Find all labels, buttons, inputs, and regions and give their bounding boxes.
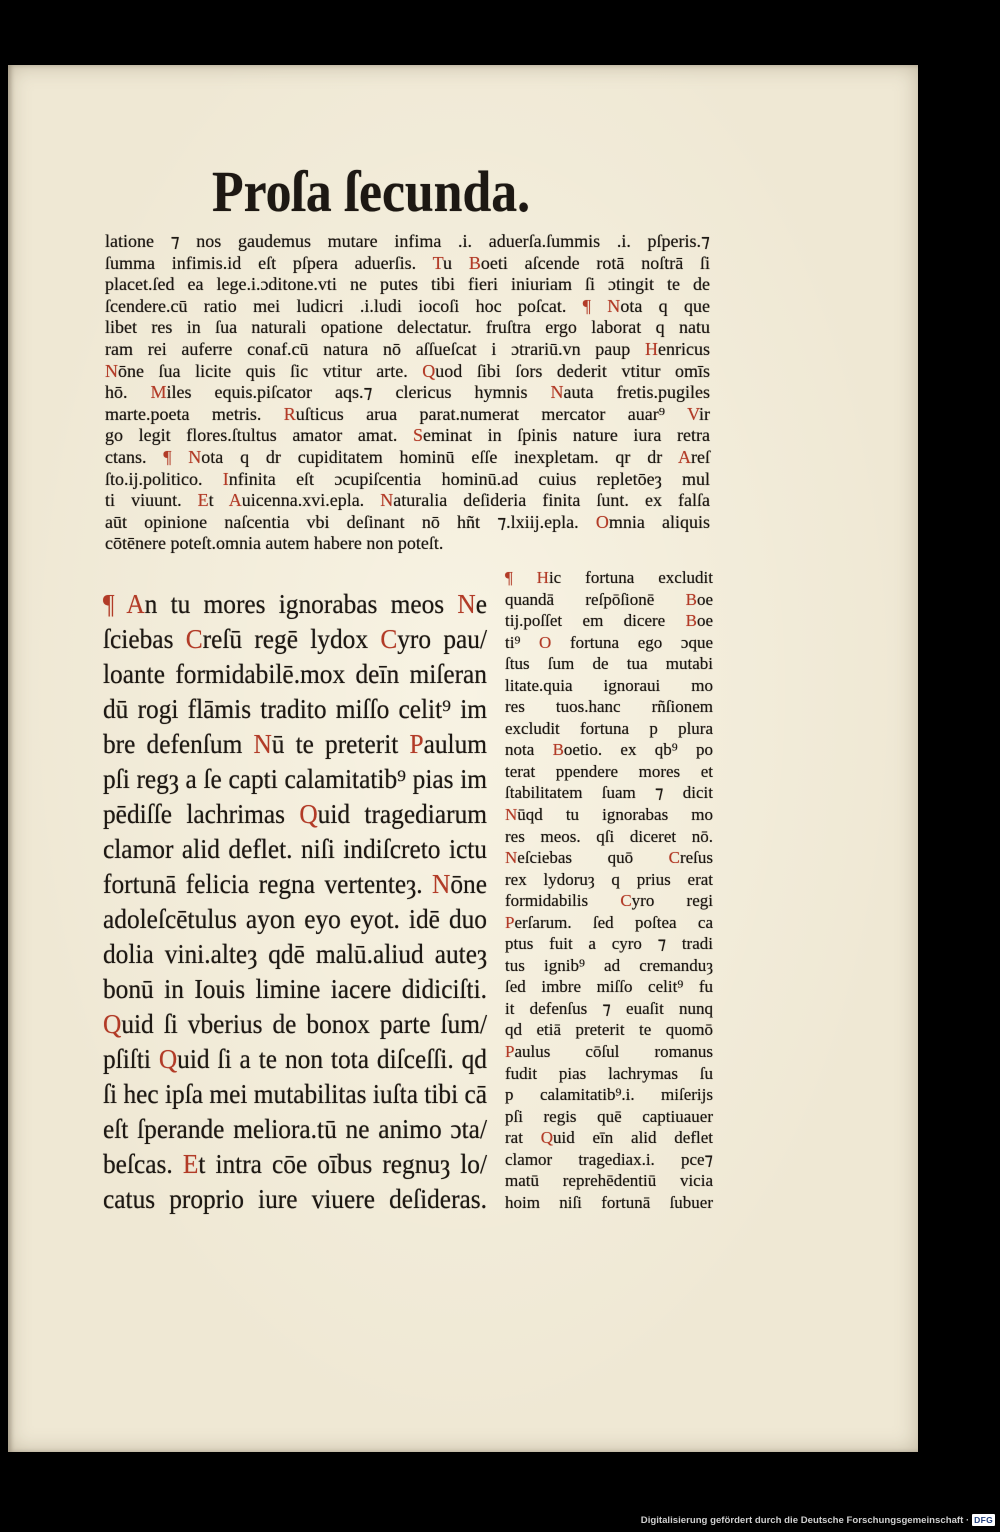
line-text [505,1150,713,1169]
line-text [105,317,710,337]
text-run: e [475,589,487,619]
side-commentary-line [505,826,713,848]
line-text [505,697,713,716]
line-text [103,729,487,759]
text-run: t intra cōe oībus regnuȝ lo/ [198,1149,487,1179]
main-text-line [103,832,487,867]
main-text-line [103,1007,487,1042]
rubricated-initial: Q [103,1009,122,1039]
line-text [105,425,710,445]
line-text [505,590,713,609]
text-run: oeti aſcende rotā noſtrā ſi [480,252,711,273]
text-run: placet.ſed ea lege.i.ɔditone.vti ne putes tibi fieri iniuriam ſi ɔtingit te de [105,274,710,295]
text-run: fortuna ego ɔque [551,632,713,652]
line-text [505,1171,713,1190]
text-run: litate.quia ignoraui mo [505,675,713,695]
side-commentary-line [505,869,713,891]
text-run: uid tragediarum [317,799,487,829]
text-run: pſi regis quē captiuauer [505,1106,713,1126]
rubricated-initial: C [185,624,203,654]
rubricated-initial: N [253,729,272,759]
line-text [105,382,710,402]
text-run: uid ſi vberius de bonox parte ſum/ [121,1009,488,1039]
text-run: ſciebas [103,624,186,654]
text-run: u [443,252,469,273]
line-text [105,404,710,424]
rubricated-initial: E [182,1149,199,1179]
commentary-line [105,425,710,447]
line-text [505,568,713,587]
rubricated-initial: P [505,912,515,932]
text-run: adoleſcētulus ayon eyo eyot. idē duo [103,904,487,934]
rubricated-initial: R [283,403,296,424]
line-text [103,974,487,1004]
text-run: clamor alid deflet. niſi indiſcreto ictu [103,834,487,864]
line-text [505,762,713,781]
side-commentary-line [505,1106,713,1128]
text-run: formidabilis [505,891,621,911]
text-run: terat ppendere mores et [505,761,713,781]
text-run: libet res in ſua naturali opatione delectatur. fruſtra ergo laborat q natu [105,317,710,338]
rubricated-initial: M [150,382,167,403]
line-text [505,913,713,932]
line-text [505,740,713,759]
rubricated-initial: Q [299,799,318,829]
commentary-line [105,382,710,404]
line-text [105,447,710,467]
line-text [505,633,713,652]
rubricated-initial: N [457,589,476,619]
text-run: ir [698,403,710,424]
text-run: n tu mores ignorabas meos [144,589,458,619]
text-run: pſi regȝ a ſe capti calamitatib⁹ pias im [103,764,487,794]
text-run: yro regi [631,891,713,911]
section-heading [212,160,530,224]
commentary-line [105,361,710,383]
line-text [505,999,713,1018]
text-run: uid eīn alid deflet [552,1128,713,1148]
text-run: rat [505,1128,541,1148]
main-text-line [103,762,487,797]
text-run: pſiſti [103,1044,159,1074]
rubricated-initial: S [413,425,424,446]
commentary-block [105,231,710,555]
side-commentary-line [505,1192,713,1214]
side-commentary-line [505,675,713,697]
line-text [105,533,443,553]
rubricated-initial: A [228,490,242,511]
line-text [505,870,713,889]
side-commentary-line [505,890,713,912]
main-text-line [103,1182,487,1217]
text-run: ōne ſua licite quis ſic vtitur arte. [118,360,423,381]
side-commentary-line [505,1041,713,1063]
text-run: catus proprio iure viuere deſideras. [103,1184,487,1214]
rubricated-initial: B [685,611,697,631]
text-run: ūqd tu ignorabas mo [517,805,713,825]
commentary-line [105,274,710,296]
text-run: it defenſus ⁊ euaſit nunq [505,998,713,1018]
text-run: erſarum. ſed poſtea ca [514,912,713,932]
text-run: eminat in ſpinis nature iura retra [423,425,710,446]
text-run: reſ [691,446,711,467]
line-text [505,848,713,867]
line-text [505,676,713,695]
text-run: excludit fortuna p plura [505,718,713,738]
main-text-line [103,867,487,902]
line-text [105,296,710,316]
rubricated-initial: B [552,740,564,760]
commentary-line [105,296,710,318]
side-commentary-line [505,847,713,869]
line-text [505,827,713,846]
text-run: uſticus arua parat.numerat mercator auar⁹ [295,403,688,424]
main-text-line [103,937,487,972]
line-text [105,512,710,532]
line-text [505,1064,713,1083]
rubricated-initial: N [432,869,451,899]
main-text-line [103,972,487,1007]
line-text [505,934,713,953]
text-run: aulus cōſul romanus [514,1042,713,1062]
side-commentary-line [505,610,713,632]
text-run: mnia aliquis [608,511,710,532]
dfg-logo: DFG [974,1515,993,1525]
line-text [505,1128,713,1147]
text-run: ſcendere.cū ratio mei ludicri .i.ludi iocoſi hoc poſcat. [105,295,583,316]
line-text [103,659,487,689]
rubricated-initial: N [105,360,118,381]
text-run: ū te preterit [271,729,410,759]
commentary-line [105,253,710,275]
line-text [105,490,710,510]
main-text-line [103,1077,487,1112]
commentary-line [105,339,710,361]
text-run: latione ⁊ nos gaudemus mutare infima .i. aduerſa.ſummis .i. pſperis.⁊ [105,231,710,251]
rubricated-initial: C [668,848,680,868]
rubricated-initial: N [380,490,394,511]
text-run: eſt ſperande meliora.tū ne animo ɔta/ [103,1114,487,1144]
credit-text: Digitalisierung gefördert durch die Deutsche Forschungsgemeinschaft · [640,1514,970,1526]
rubricated-initial: H [645,338,659,359]
side-commentary-line [505,696,713,718]
side-commentary-line [505,1170,713,1192]
text-run: t [208,490,229,511]
rubricated-initial: A [678,446,692,467]
rubricated-initial: B [685,589,697,609]
line-text [105,361,710,381]
main-text-line [103,797,487,832]
text-run: marte.poeta metris. [105,403,284,424]
text-run: p calamitatib⁹.i. miſerijs [505,1085,713,1105]
main-text-line [103,1042,487,1077]
text-run: yro pau/ [397,624,488,654]
text-run: matū reprehēdentiū vicia [505,1171,713,1191]
line-text [103,1009,487,1039]
rubricated-initial: C [620,891,632,911]
commentary-line [105,490,710,512]
commentary-line [105,404,710,426]
main-text-line [103,692,487,727]
line-text [103,694,487,724]
side-commentary-line [505,1063,713,1085]
text-run: ſed imbre miſſo celit⁹ fu [505,977,713,997]
text-run: cōtēnere poteſt.omnia autem habere non poteſt. [105,533,444,554]
text-run: reſū regē lydox [202,624,381,654]
side-commentary-line [505,1019,713,1041]
line-text [105,253,710,273]
rubricated-initial: ¶ A [103,589,145,619]
text-run: enricus [658,338,710,359]
text-run: ic fortuna excludit [548,568,713,587]
line-text [103,1149,487,1179]
text-run: dolia vini.alteȝ qdē malū.aliud auteȝ [103,939,487,969]
text-run: fudit pias lachrymas ſu [505,1063,713,1083]
side-commentary-line [505,782,713,804]
text-run: ptus fuit a cyro ⁊ tradi [505,934,713,954]
line-text [103,799,487,829]
line-text [103,1184,487,1214]
side-commentary-line [505,632,713,654]
text-run: loante formidabilē.mox deīn miſeran [103,659,487,689]
line-text [505,956,713,975]
main-text-line [103,622,487,657]
rubricated-initial: N [505,805,518,825]
text-run: go legit flores.ſtultus amator amat. [105,425,413,446]
line-text [103,764,487,794]
main-text-line [103,902,487,937]
text-run: eſciebas quō [517,848,669,868]
line-text [505,805,713,824]
line-text [505,719,713,738]
text-run: ota q que [620,295,711,316]
main-text-line [103,1147,487,1182]
rubricated-initial: Q [158,1044,178,1074]
text-run: uod ſibi ſors dederit vtitur omīs [435,360,711,381]
side-commentary-line [505,589,713,611]
main-text-line [103,657,487,692]
text-run: beſcas. [103,1149,183,1179]
rubricated-initial: P [409,729,424,759]
side-commentary-line [505,567,713,589]
side-commentary-line [505,998,713,1020]
text-run: bre defenſum [103,729,254,759]
rubricated-initial: C [380,624,398,654]
line-text [505,977,713,996]
text-run: aulum [423,729,487,759]
commentary-line [105,231,710,253]
text-run: ti viuunt. [105,490,198,511]
rubricated-initial: Q [422,360,436,381]
side-commentary-column [505,567,713,1213]
text-run: oe [696,611,713,631]
side-commentary-line [505,912,713,934]
rubricated-initial: E [197,490,209,511]
line-text [103,624,487,654]
text-run: ōne [450,869,487,899]
text-run: tij.poſſet em dicere [505,611,686,631]
text-run: res meos. qſi diceret nō. [505,826,713,846]
rubricated-initial: N [550,382,564,403]
text-run: ti⁹ [505,632,540,652]
line-text [103,904,487,934]
text-run: pēdiſſe lachrimas [103,799,300,829]
heading-text: Proſa ſecunda. [212,159,530,224]
line-text [505,1085,713,1104]
text-run: ſumma infimis.id eſt pſpera aduerſis. [105,252,433,273]
side-commentary-line [505,804,713,826]
rubricated-initial: B [468,252,481,273]
text-run: uid ſi a te non tota diſceſſi. qd [177,1044,487,1074]
side-commentary-line [505,933,713,955]
rubricated-initial: ¶ N [163,446,202,467]
text-run: hō. [105,382,151,403]
line-text [505,1020,713,1039]
line-text [103,939,487,969]
line-text [105,469,710,489]
text-run: nfinita eſt ɔcupiſcentia hominū.ad cuius repletōeȝ mul [228,468,711,489]
side-commentary-line [505,976,713,998]
text-run: ſto.ij.politico. [105,468,223,489]
text-run: oe [696,589,713,609]
rubricated-initial: ¶ N [582,295,621,316]
commentary-line [105,512,710,534]
text-run: tus ignib⁹ ad cremanduȝ [505,955,713,975]
side-commentary-line [505,739,713,761]
text-run: reſus [679,848,713,868]
text-run: quandā reſpōſionē [505,589,686,609]
text-run: uicenna.xvi.epla. [241,490,381,511]
text-run: oetio. ex qb⁹ po [563,740,713,760]
rubricated-initial: O [595,511,609,532]
commentary-line [105,447,710,469]
side-commentary-line [505,1084,713,1106]
line-text [505,1042,713,1061]
text-run: ſi hec ipſa mei mutabilitas iuſta tibi cā [103,1079,487,1109]
commentary-line [105,533,710,555]
text-run: bonū in Iouis limine iacere didiciſti. [103,974,487,1004]
text-run: qd etiā preterit te quomō [505,1020,713,1040]
rubricated-initial: N [505,848,518,868]
text-run: dū rogi flāmis tradito miſſo celit⁹ im [103,694,487,724]
commentary-line [105,317,710,339]
text-run: fortunā felicia regna vertenteȝ. [103,869,433,899]
rubricated-initial: P [505,1042,515,1062]
line-text [103,834,487,864]
commentary-line [105,469,710,491]
line-text [505,654,713,673]
text-run: auta fretis.pugiles [563,382,711,403]
main-text-line [103,587,487,622]
main-text-column [103,587,487,1217]
heading-line [212,160,530,224]
text-run: ram rei auferre conaf.cū natura nō aſſueſcat i ɔtrariū.vn paup [105,338,646,359]
line-text [103,1114,487,1144]
text-run: ctans. [105,446,164,467]
line-text [505,783,713,802]
book-page [8,65,918,1452]
text-run: clamor tragediax.i. pce⁊ [505,1149,713,1169]
text-run: rex lydoruȝ q prius erat [505,869,713,889]
line-text [103,1044,487,1074]
line-text [505,891,713,910]
main-text-line [103,727,487,762]
digitization-credit [641,1514,995,1526]
line-text [505,1107,713,1126]
rubricated-initial: I [222,468,229,489]
text-run: res tuos.hanc rñſionem [505,697,713,717]
side-commentary-line [505,761,713,783]
line-text [103,589,487,619]
line-text [505,1193,713,1212]
text-run: aūt opinione naſcentia vbi deſinant nō hñt ⁊.lxiij.epla. [105,511,596,532]
line-text [505,611,713,630]
line-text [103,869,487,899]
side-commentary-line [505,1149,713,1171]
line-text [105,339,710,359]
side-commentary-line [505,1127,713,1149]
side-commentary-line [505,653,713,675]
side-commentary-line [505,718,713,740]
text-run: ſtus ſum de tua mutabi [505,654,713,674]
text-run: iles equis.piſcator aqs.⁊ clericus hymnis [166,382,551,403]
line-text [105,231,710,251]
text-run: nota [505,740,553,760]
line-text [103,1079,487,1109]
text-run: ſtabilitatem ſuam ⁊ dicit [505,783,713,803]
rubricated-initial: ¶ H [505,568,549,587]
line-text [105,274,710,294]
side-commentary-line [505,955,713,977]
rubricated-initial: V [687,403,699,424]
text-run: ota q dr cupiditatem hominū eſſe inexpletam. qr dr [201,446,679,467]
text-run: hoim niſi fortunā ſubuer [505,1192,713,1212]
rubricated-initial: T [432,252,444,273]
main-text-line [103,1112,487,1147]
rubricated-initial: O [539,632,552,652]
rubricated-initial: Q [540,1128,553,1148]
text-run: aturalia deſideria finita ſunt. ex falſa [393,490,710,511]
